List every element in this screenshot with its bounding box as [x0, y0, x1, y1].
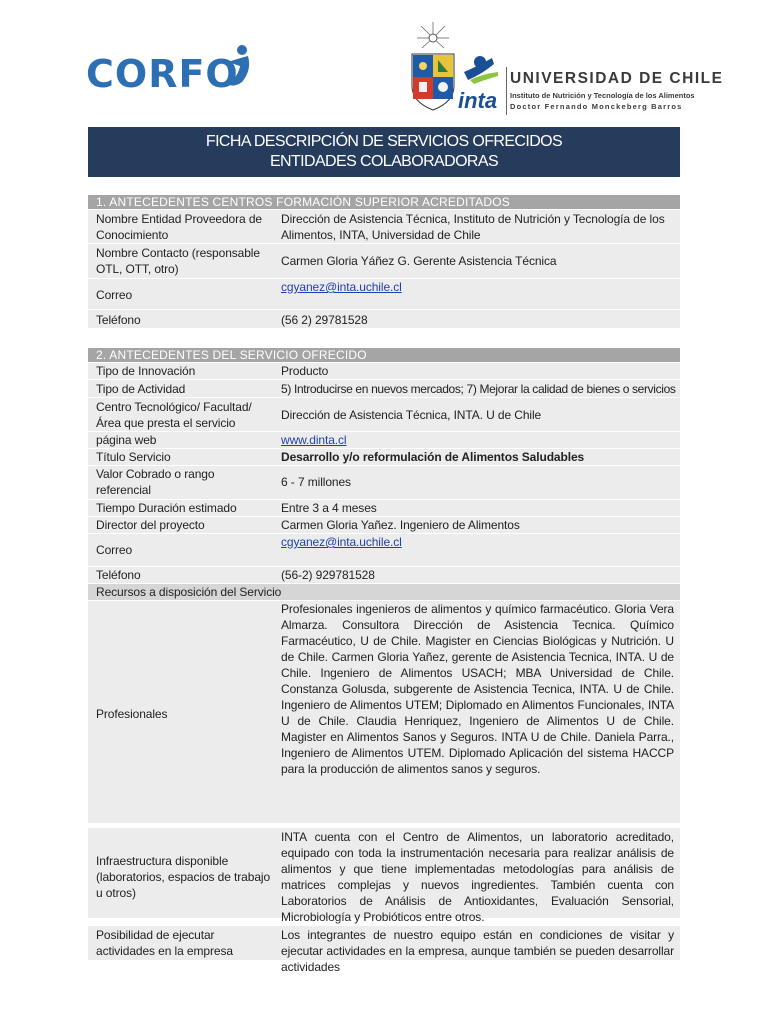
s2-value-valor: 6 - 7 millones: [281, 475, 351, 489]
s1-row-contacto: [88, 244, 680, 278]
s2-label-infraestructura: Infraestructura disponible (laboratorios, espacios de trabajo u otros): [96, 854, 271, 900]
uch-institute-dedication: Doctor Fernando Monckeberg Barros: [510, 102, 683, 111]
s1-row-entidad: [88, 210, 680, 243]
s2-row-innovacion: [88, 363, 680, 379]
s2-value-titulo: Desarrollo y/o reformulación de Alimentos Saludables: [281, 450, 585, 464]
s1-value-telefono: (56 2) 29781528: [281, 313, 368, 327]
s2-label-posibilidad: Posibilidad de ejecutar actividades en la empresa: [96, 928, 233, 958]
s2-value-posibilidad: Los integrantes de nuestro equipo están en condiciones de visitar y ejecutar actividades en la empresa, aunque también se pueden desarrollar actividades: [281, 928, 674, 974]
universidad-de-chile-logo: [408, 20, 724, 115]
inta-wordmark: inta: [458, 88, 498, 113]
s2-row-profesionales: [88, 601, 680, 823]
s2-row-telefono: [88, 567, 680, 583]
s2-row-director: [88, 517, 680, 533]
s2-label-web: página web: [96, 433, 157, 447]
s1-row-correo: [88, 279, 680, 309]
page-title: [88, 127, 680, 177]
s2-value-centro: Dirección de Asistencia Técnica, INTA. U de Chile: [281, 408, 542, 422]
s2-value-actividad: 5) Introducirse en nuevos mercados; 7) Mejorar la calidad de bienes o servicios: [281, 382, 676, 396]
corfo-figure-icon: [224, 44, 254, 92]
s2-label-director: Director del proyecto: [96, 518, 205, 532]
s1-label-telefono: Teléfono: [96, 313, 141, 327]
title-line-1: FICHA DESCRIPCIÓN DE SERVICIOS OFRECIDOS: [205, 133, 563, 150]
s2-label-actividad: Tipo de Actividad: [96, 382, 186, 396]
s2-value-telefono: (56-2) 929781528: [281, 568, 375, 582]
s2-row-actividad: [88, 380, 680, 397]
section-2-header: 2. ANTECEDENTES DEL SERVICIO OFRECIDO: [88, 348, 680, 362]
s2-value-infraestructura: INTA cuenta con el Centro de Alimentos, un laboratorio acreditado, equipado con toda la instrumentación necesaria para realizar análisis de alimentos y que tiene implementadas metodologías para análisis de matrices complejas y nuevos ingredientes. También cuenta con Laboratorios de Análisis de Antioxidantes, Evaluación Sensorial, Microbiología y Probióticos entre otros.: [281, 830, 674, 924]
s1-label-correo: Correo: [96, 288, 133, 302]
s2-row-web: [88, 432, 680, 448]
title-line-2: ENTIDADES COLABORADORAS: [269, 153, 499, 170]
s2-value-director: Carmen Gloria Yañez. Ingeniero de Alimentos: [281, 518, 520, 532]
s1-label-contacto: Nombre Contacto (responsable OTL, OTT, otro): [96, 246, 260, 276]
s2-row-correo: [88, 534, 680, 566]
s2-label-telefono: Teléfono: [96, 568, 141, 582]
s2-row-titulo: [88, 449, 680, 465]
s2-row-infraestructura: [88, 828, 680, 924]
section-1-header: 1. ANTECEDENTES CENTROS FORMACIÓN SUPERIOR ACREDITADOS: [88, 195, 680, 209]
s2-row-posibilidad: [88, 926, 680, 974]
s2-row-valor: [88, 466, 680, 499]
s2-value-innovacion: Producto: [281, 364, 329, 378]
uch-institute: Instituto de Nutrición y Tecnología de los Alimentos: [510, 91, 695, 100]
s1-label-entidad: Nombre Entidad Proveedora de Conocimiento: [96, 212, 262, 242]
s2-label-valor: Valor Cobrado o rango referencial: [96, 467, 215, 497]
s2-value-correo-link[interactable]: cgyanez@inta.uchile.cl: [281, 535, 402, 549]
s2-value-web-link[interactable]: www.dinta.cl: [281, 433, 347, 447]
s1-row-telefono: [88, 310, 680, 328]
s2-label-tiempo: Tiempo Duración estimado: [96, 501, 237, 515]
s2-row-tiempo: [88, 500, 680, 516]
s2-label-profesionales: Profesionales: [96, 707, 168, 721]
corfo-wordmark: CORFO: [86, 52, 239, 96]
s2-label-innovacion: Tipo de Innovación: [96, 364, 196, 378]
uch-name: UNIVERSIDAD DE CHILE: [510, 70, 724, 87]
resources-header: Recursos a disposición del Servicio: [96, 585, 282, 599]
s1-value-entidad: Dirección de Asistencia Técnica, Instituto de Nutrición y Tecnología de los Alimentos, INTA, Universidad de Chile: [281, 212, 665, 242]
s2-row-centro: [88, 398, 680, 431]
s2-label-centro: Centro Tecnológico/ Facultad/ Área que presta el servicio: [96, 400, 252, 430]
s1-value-contacto: Carmen Gloria Yáñez G. Gerente Asistencia Técnica: [281, 254, 557, 268]
s1-value-correo-link[interactable]: cgyanez@inta.uchile.cl: [281, 280, 402, 294]
s2-label-correo: Correo: [96, 543, 133, 557]
s2-value-tiempo: Entre 3 a 4 meses: [281, 501, 377, 515]
resources-header-row: [88, 584, 680, 600]
s2-value-profesionales: Profesionales ingenieros de alimentos y químico farmacéutico. Gloria Vera Almarza. Consultora Dirección de Asistencia Tecnica. Químico Farmacéutico, U de Chile. Magister en Ciencias Biológicas y Nutrición. U de Chile. Carmen Gloria Yañez, gerente de Asistencia Tecnica, INTA. U de Chile. Ingeniero de Alimentos USACH; MBA Universidad de Chile. Constanza Golusda, subgerente de Asistencia Tecnica, INTA. U de Chile. Ingeniero de Alimentos UTEM; Diplomado en Alimentos Funcionales, INTA U de Chile. Claudia Henriquez, Ingeniero de Alimentos U de Chile. Magister en Alimentos Sanos y Seguros. INTA U de Chile. Daniela Parra., Ingeniero de Alimentos UTEM. Diplomado Aplicación del sistema HACCP para la producción de alimentos sanos y seguros.: [281, 602, 674, 776]
s2-label-titulo: Título Servicio: [96, 450, 171, 464]
corfo-logo: [86, 44, 256, 104]
